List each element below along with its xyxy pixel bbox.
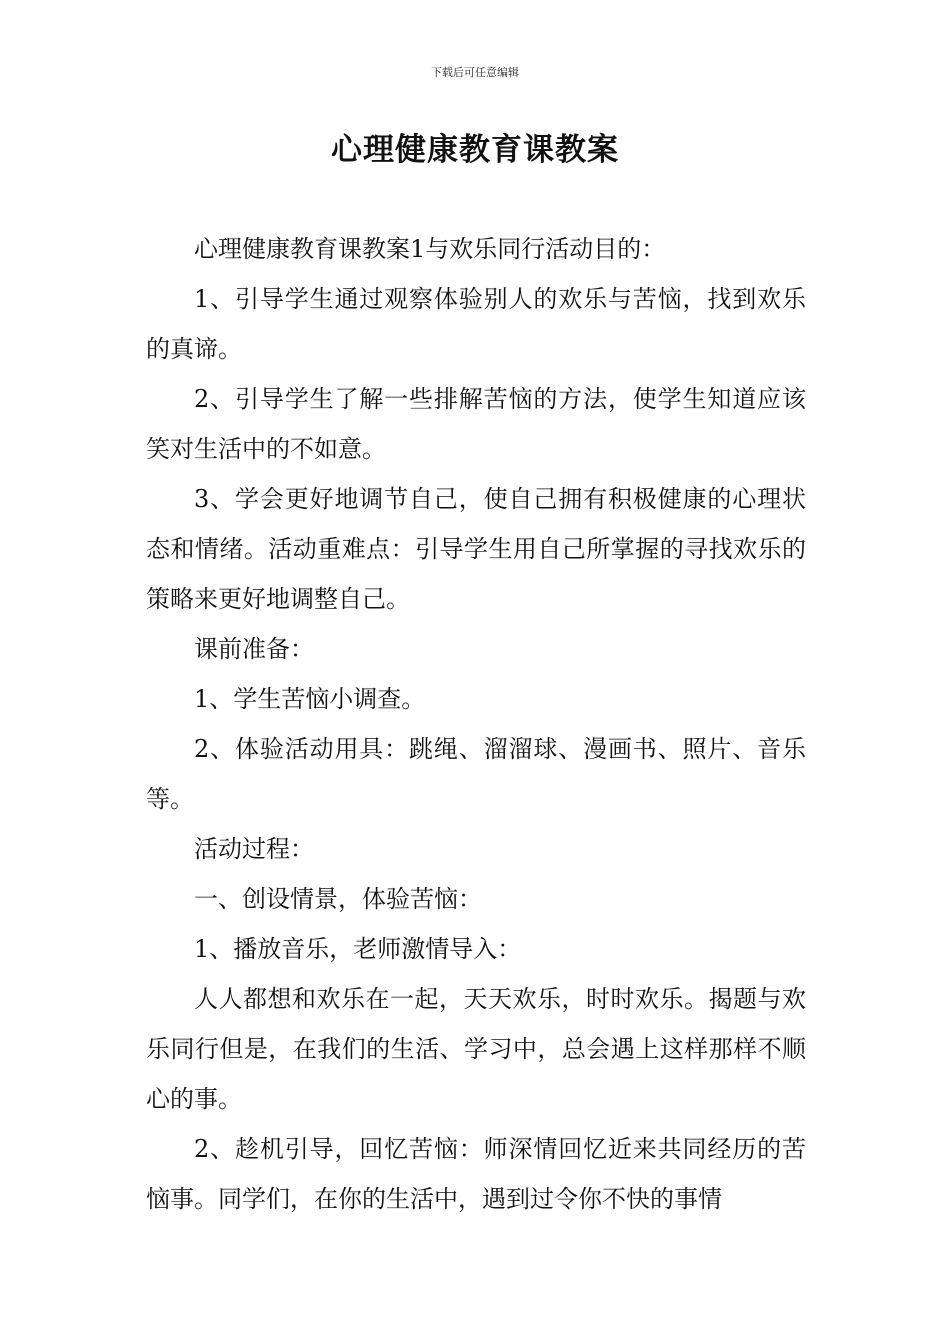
paragraph: 1、播放音乐，老师激情导入： (194, 935, 522, 963)
paragraph: 1、学生苦恼小调查。 (194, 685, 426, 713)
header-note: 下载后可任意编辑 (431, 66, 519, 79)
paragraph: 3、学会更好地调节自己，使自己拥有积极健康的心理状态和情绪。活动重难点：引导学生用自己所掌握的寻找欢乐的策略来更好地调整自己。 (146, 485, 806, 613)
paragraph: 2、体验活动用具：跳绳、溜溜球、漫画书、照片、音乐等。 (146, 735, 806, 813)
paragraph: 课前准备： (194, 635, 314, 663)
paragraph: 2、引导学生了解一些排解苦恼的方法，使学生知道应该笑对生活中的不如意。 (146, 385, 806, 463)
paragraph: 一、创设情景，体验苦恼： (194, 885, 482, 913)
paragraph: 活动过程： (194, 835, 314, 863)
paragraph: 2、趁机引导，回忆苦恼：师深情回忆近来共同经历的苦恼事。同学们，在你的生活中，遇到过令你不快的事情 (146, 1135, 806, 1213)
paragraph: 1、引导学生通过观察体验别人的欢乐与苦恼，找到欢乐的真谛。 (146, 285, 806, 363)
paragraph: 人人都想和欢乐在一起，天天欢乐，时时欢乐。揭题与欢乐同行但是，在我们的生活、学习中，总会遇上这样那样不顺心的事。 (146, 985, 806, 1113)
document-title: 心理健康教育课教案 (331, 132, 619, 168)
document-body (146, 224, 806, 1224)
paragraph: 心理健康教育课教案1与欢乐同行活动目的： (194, 235, 666, 263)
